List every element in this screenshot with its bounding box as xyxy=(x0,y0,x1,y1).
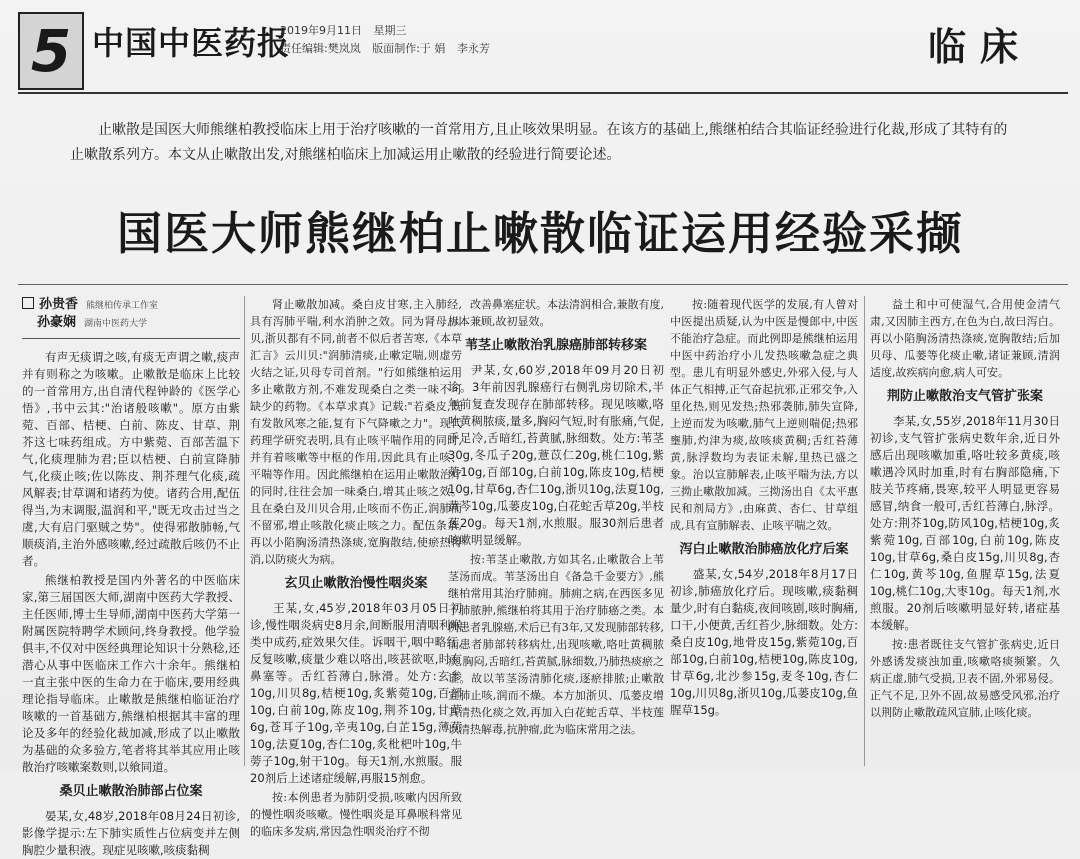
body-paragraph: 益土和中可使湿气,合用使金清气肃,又因肺主西方,在色为白,故曰泻白。再以小陷胸汤清热涤痰,宽胸散结;后加贝母、瓜蒌等化痰止嗽,诸证兼顾,清润适度,故疾病向愈,病人可安。 xyxy=(870,298,1060,379)
author-name: 孙贵香 xyxy=(39,297,79,312)
body-paragraph: 王某,女,45岁,2018年03月05日初诊,慢性咽炎病史8月余,间断服用清咽利喉类中成药,症效果欠佳。诉咽干,咽中略红,反复咳嗽,痰量少难以咯出,咳甚欲呕,时有鼻塞等。舌红苔薄白,脉滑。处方:玄参10g,川贝8g,桔梗10g,炙紫菀10g,百部10g,白前10g,陈皮10g,荆芥10g,甘草6g,苍耳子10g,辛夷10g,白芷15g,薄荷10g,法夏10g,杏仁10g,炙枇杷叶10g,牛蒡子10g,射干10g。每天1剂,水煎服。服20剂后上述诸症缓解,再服15剂愈。 xyxy=(250,601,462,785)
column-4 xyxy=(670,296,858,771)
column-5 xyxy=(870,296,1060,771)
body-paragraph: 盛某,女,54岁,2018年8月17日初诊,肺癌放化疗后。现咳嗽,痰黏稠量少,时有白黏痰,夜间咳剧,咳时胸痛,口干,小便黄,舌红苔少,脉细数。处方:桑白皮10g,地骨皮15g,紫菀10g,百部10g,白前10g,桔梗10g,陈皮10g,甘草6g,北沙参15g,麦冬10g,杏仁10g,川贝8g,浙贝10g,瓜蒌皮10g,鱼腥草15g。 xyxy=(670,567,858,717)
layout-credit-2: 李永芳 xyxy=(456,42,490,55)
body-paragraph: 尹某,女,60岁,2018年09月20日初诊。3年前因乳腺癌行右侧乳房切除术,半年前复查发现存在肺部转移。现见咳嗽,咯吐黄稠脓痰,量多,胸闷气短,时有胀痛,气促,手足冷,舌暗红,苔黄腻,脉细数。处方:苇茎30g,冬瓜子20g,薏苡仁20g,桃仁10g,紫菀10g,百部10g,白前10g,陈皮10g,桔梗10g,甘草6g,杏仁10g,浙贝10g,法夏10g,黄芩10g,瓜蒌皮10g,白花蛇舌草20g,半枝莲20g。每天1剂,水煎服。服30剂后患者咳嗽明显缓解。 xyxy=(448,363,664,547)
section-title: 临床 xyxy=(927,25,1032,69)
case-heading: 玄贝止嗽散治慢性咽炎案 xyxy=(284,576,428,591)
body-paragraph: 按:苇茎止嗽散,方如其名,止嗽散合上苇茎汤而成。苇茎汤出自《备急千金要方》,熊继柏常用其治疗肺痈。肺痈之病,在西医多见于肺脓肿,熊继柏将其用于治疗肺癌之类。本例患者乳腺癌,术后已有3年,又发现肺部转移,而患者肺部转移病灶,出现咳嗽,咯吐黄稠脓痰,胸闷,舌暗红,苔黄腻,脉细数,乃肺热痰瘀之证。故以苇茎汤清肺化痰,逐瘀排脓;止嗽散宣肺止咳,润而不燥。本方加浙贝、瓜蒌皮增其清热化痰之效,再加入白花蛇舌草、半枝莲以清热解毒,抗肿瘤,此为临床常用之法。 xyxy=(448,553,664,736)
column-1 xyxy=(22,296,240,857)
intro-paragraph: 止嗽散是国医大师熊继柏教授临床上用于治疗咳嗽的一首常用方,且止咳效果明显。在该方的基础上,熊继柏结合其临证经验进行化裁,形成了其特有的止嗽散系列方。本文从止嗽散出发,对熊继柏临床上加减运用止嗽散的经验进行简要论述。 xyxy=(70,122,1008,163)
body-paragraph: 按:患者既往支气管扩张病史,近日外感诱发痰浊加重,咳嗽咯痰频繁。久病正虚,肺气受损,卫表不固,外邪易侵。正气不足,卫外不固,故易感受风邪,治疗以荆防止嗽散疏风宣肺,止咳化痰。 xyxy=(870,638,1060,719)
issue-date: 2019年9月11日 xyxy=(280,24,362,37)
byline-divider xyxy=(22,338,240,339)
column-3 xyxy=(448,296,664,771)
issue-weekday: 星期三 xyxy=(373,24,407,37)
case-heading: 桑贝止嗽散治肺部占位案 xyxy=(59,784,203,799)
body-paragraph: 晏某,女,48岁,2018年08月24日初诊,影像学提示:左下肺实质性占位病变并左侧胸腔少量积液。现症见咳嗽,咳痰黏稠 xyxy=(22,809,240,857)
article-headline: 国医大师熊继柏止嗽散临证运用经验采撷 xyxy=(116,207,963,260)
body-paragraph: 有声无痰谓之咳,有痰无声谓之嗽,痰声并有则称之为咳嗽。止嗽散是临床上比较的一首常用方,出自清代程钟龄的《医学心悟》,书中云其:"治诸般咳嗽"。原方由紫菀、百部、桔梗、白前、陈皮、甘草、荆芥这七味药组成。方中紫菀、百部苦温下气,化痰理肺为君;臣以桔梗、白前宣降肺气,化痰止咳;佐以陈皮、荆芥理气化痰,疏风解表;甘草调和诸药为使。诸药合用,配伍得当,为末调服,温润和平,"既无攻击过当之虞,大有启门驱贼之势"。使得邪散肺畅,气顺痰消,主治外感咳嗽,经过疏散后咳仍不止者。 xyxy=(22,350,240,568)
column-divider xyxy=(864,296,865,766)
author-name: 孙豪娴 xyxy=(37,315,77,330)
page-number: 5 xyxy=(18,12,84,90)
body-paragraph: 肾止嗽散加减。桑白皮甘寒,主入肺经,具有泻肺平喘,利水消肿之效。同为肾母,川贝,浙贝都有不同,前者不似后者苦寒,《本草汇言》云川贝:"润肺清痰,止嗽定喘,则虚劳火结之证,贝母专司首剂。"行如熊继柏运用多止嗽散方剂,不难发现桑白之类一味不可缺少的药物。《本草求真》记载:"若桑皮,既有发散风寒之能,复有下气降嗽之力"。现代药理学研究表明,具有止咳平喘作用的同时,并有着咳嗽等中枢的作用,因此具有止咳、平喘等作用。因此熊继柏在运用止嗽散治疗的同时,往往会加一味桑白,增其止咳之效。且在桑白及川贝合用,止咳而不伤正,润肺而不留邪,增止咳散化痰止咳之力。配伍条条,再以小陷胸汤清热涤痰,宽胸散结,使瘀热得消,以防痰火为病。 xyxy=(250,298,462,566)
body-paragraph: 改善鼻塞症状。本法清润相合,兼散有度,标本兼顾,故初显效。 xyxy=(448,298,664,328)
masthead xyxy=(18,12,1068,90)
body-paragraph: 按:本例患者为肺阴受损,咳嗽内因所致的慢性咽炎咳嗽。慢性咽炎是耳鼻喉科常见的临床多发病,常因急性咽炎治疗不彻 xyxy=(250,791,462,838)
case-heading: 荆防止嗽散治支气管扩张案 xyxy=(886,389,1043,404)
author-2 xyxy=(37,314,240,332)
column-divider xyxy=(244,296,245,766)
body-paragraph: 李某,女,55岁,2018年11月30日初诊,支气管扩张病史数年余,近日外感后出现咳嗽加重,咯吐较多黄痰,咳嗽遇冷风时加重,时有右胸部隐痛,下肢关节疼痛,畏寒,较平人明显更容易感冒,纳食一般可,舌红苔薄白,脉浮。处方:荆芥10g,防风10g,桔梗10g,炙紫菀10g,百部10g,白前10g,陈皮10g,甘草6g,桑白皮15g,川贝8g,杏仁10g,黄芩10g,鱼腥草15g,法夏10g,桃仁10g,大枣10g。每天1剂,水煎服。20剂后咳嗽明显好转,诸症基本缓解。 xyxy=(870,414,1060,632)
editor-credit: 责任编辑:樊岚岚 xyxy=(280,42,361,55)
issue-meta xyxy=(280,22,498,58)
case-heading: 泻白止嗽散治肺癌放化疗后案 xyxy=(679,542,849,557)
layout-credit: 版面制作:于 娟 xyxy=(372,42,446,55)
body-paragraph: 熊继柏教授是国内外著名的中医临床家,第三届国医大师,湖南中医药大学教授、主任医师,博士生导师,湖南中医药大学第一附属医院特聘学术顾问,终身教授。他学验俱丰,不仅对中医经典理论知识十分熟稔,还潜心从事中医临床工作六十余年。熊继柏一直主张中医的生命力在于临床,要用经典理论指导临床。止嗽散是熊继柏临证治疗咳嗽的一首基础方,熊继柏根据其丰富的理论及多年的经验化裁加减,形成了以止嗽散为基础的众多验方,笔者将其举其应用止咳散治疗咳嗽案数则,以飨同道。 xyxy=(22,573,240,774)
body-paragraph: 按:随着现代医学的发展,有人曾对中医提出质疑,认为中医是慢郎中,中医不能治疗急症。而此例即是熊继柏运用中医中药治疗小儿发热咳嗽急症之典型。患儿有明显外感史,外邪入侵,与人体正气相搏,正气奋起抗邪,正邪交争,入里化热,则见发热;热邪袭肺,肺失宣降,上逆而发为咳嗽,肺气上逆则喘促;热邪壅肺,灼津为痰,故咳痰黄稠;舌红苔薄黄,脉浮数均为表证未解,里热已盛之象。治以宣肺解表,止咳平喘为法,方以三拗止嗽散加减。三拗汤出自《太平惠民和剂局方》,由麻黄、杏仁、甘草组成,具有宣肺解表、止咳平喘之效。 xyxy=(670,298,858,532)
case-heading: 苇茎止嗽散治乳腺癌肺部转移案 xyxy=(464,338,647,353)
paper-name: 中国中医药报 xyxy=(92,24,291,62)
author-affil: 湖南中医药大学 xyxy=(84,319,148,329)
byline-box-icon xyxy=(22,297,34,309)
column-2 xyxy=(250,296,462,838)
author-1 xyxy=(22,296,240,314)
headline-rule xyxy=(18,284,1068,285)
masthead-rule xyxy=(18,92,1068,94)
author-affil: 熊继柏传承工作室 xyxy=(86,301,159,311)
